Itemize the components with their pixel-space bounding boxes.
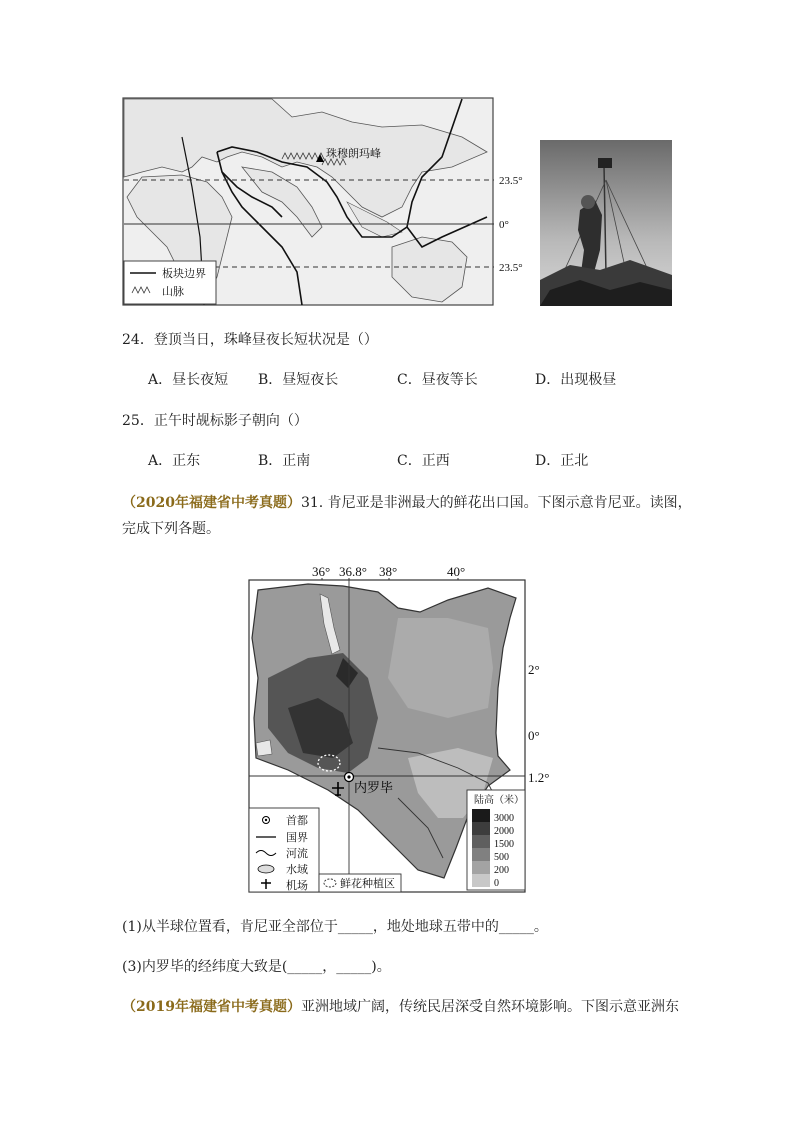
- q25-option-d[interactable]: D．正北: [535, 453, 589, 469]
- summit-photo: [540, 140, 672, 306]
- q31-text: 31. 肯尼亚是非洲最大的鲜花出口国。下图示意肯尼亚。读图，: [300, 495, 692, 511]
- q31-source: （2020年福建省中考真题）: [122, 495, 301, 511]
- legend-capital: 首都: [286, 815, 308, 827]
- q31-line1: [122, 493, 692, 513]
- kenya-map: [248, 558, 560, 894]
- elev-0: 0: [494, 878, 499, 889]
- q24-option-b[interactable]: B．昼短夜长: [258, 372, 339, 388]
- q25-stem: 25．正午时觇标影子朝向（）: [122, 413, 308, 429]
- nairobi-label: 内罗毕: [354, 780, 394, 795]
- legend-flower: 鲜花种植区: [340, 878, 395, 890]
- q24-option-d[interactable]: D．出现极昼: [535, 372, 617, 388]
- elev-3000: 3000: [494, 813, 514, 824]
- lat-label-equator: 0°: [499, 219, 509, 231]
- next-text: 亚洲地域广阔，传统民居深受自然环境影响。下图示意亚洲东: [300, 999, 679, 1015]
- elev-2000: 2000: [494, 826, 514, 837]
- legend-river: 河流: [286, 848, 308, 860]
- elev-500: 500: [494, 852, 509, 863]
- next-question-line: [122, 997, 679, 1017]
- lat-label-north: 23.5°: [499, 175, 523, 187]
- sub-question-3: (3)内罗毕的经纬度大致是(_____，_____)。: [122, 959, 391, 975]
- q25-option-b[interactable]: B．正南: [258, 453, 311, 469]
- legend-water: 水域: [286, 864, 308, 876]
- q31-line2: 完成下列各题。: [122, 521, 220, 537]
- lat-label-0: 0°: [528, 728, 540, 743]
- elev-1500: 1500: [494, 839, 514, 850]
- next-source: （2019年福建省中考真题）: [122, 999, 301, 1015]
- q24-option-a[interactable]: A．昼长夜短: [148, 372, 229, 388]
- elevation-title: 陆高（米）: [474, 795, 524, 806]
- everest-label: 珠穆朗玛峰: [326, 148, 381, 160]
- legend-airport: 机场: [286, 880, 308, 892]
- legend-boundary: 板块边界: [162, 268, 206, 280]
- lat-label-2: 2°: [528, 662, 540, 677]
- lon-label-36: 36°: [312, 564, 331, 579]
- q25-option-c[interactable]: C．正西: [397, 453, 450, 469]
- q24-option-c[interactable]: C．昼夜等长: [397, 372, 478, 388]
- legend-border: 国界: [286, 832, 308, 844]
- lon-label-38: 38°: [379, 564, 398, 579]
- q25-option-a[interactable]: A．正东: [148, 453, 201, 469]
- sub-question-1: (1)从半球位置看，肯尼亚全部位于_____，地处地球五带中的_____。: [122, 919, 548, 935]
- lon-label-36-8: 36.8°: [339, 564, 367, 579]
- lat-label-1-2: 1.2°: [528, 770, 550, 785]
- elev-200: 200: [494, 865, 509, 876]
- plate-boundary-map: [122, 97, 523, 307]
- legend-mountain: 山脉: [162, 286, 184, 298]
- q24-stem: 24．登顶当日，珠峰昼夜长短状况是（）: [122, 332, 378, 348]
- lat-label-south: 23.5°: [499, 262, 523, 274]
- lon-label-40: 40°: [447, 564, 466, 579]
